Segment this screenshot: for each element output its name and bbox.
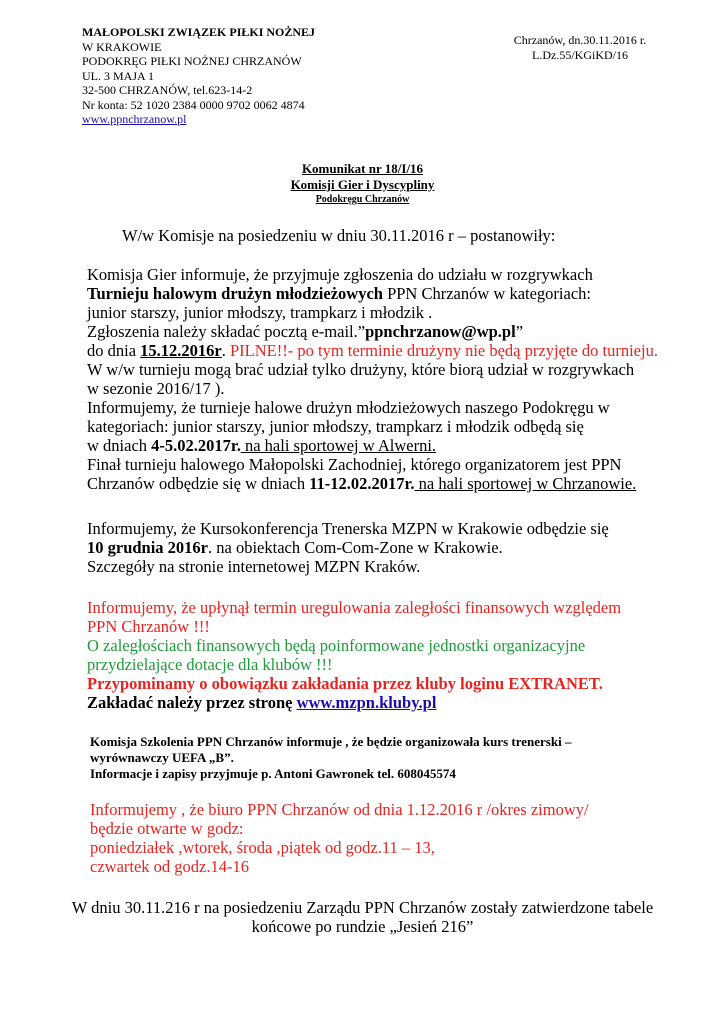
committee-name: Komisji Gier i Dyscypliny: [290, 177, 435, 192]
org-postal-phone: 32-500 CHRZANÓW, tel.623-14-2: [82, 83, 253, 97]
org-street: UL. 3 MAJA 1: [82, 68, 155, 83]
tournament-eligibility-2: w sezonie 2016/17 ).: [87, 379, 225, 398]
header-date-block: [495, 33, 665, 62]
deadline-warning: PILNE!!- po tym terminie drużyny nie będą przyjęte do turnieju.: [230, 341, 658, 360]
title-block: [0, 161, 725, 206]
header-org-block: [82, 25, 315, 127]
office-hours-paragraph: [90, 800, 589, 876]
deadline-date: 15.12.2016r: [140, 341, 222, 360]
finance-notice-1: O zaległościach finansowych będą poinformowane jednostki organizacyjne: [87, 636, 586, 655]
org-bank-account: Nr konta: 52 1020 2384 0000 9702 0062 4874: [82, 97, 305, 112]
closing-line-1: W dniu 30.11.216 r na posiedzeniu Zarządu PPN Chrzanów zostały zatwierdzone tabele: [71, 898, 654, 917]
training-paragraph: [90, 734, 571, 782]
mzpn-link[interactable]: www.mzpn.kluby.pl: [296, 693, 437, 712]
tournaments-info-1: Informujemy, że turnieje halowe drużyn młodzieżowych naszego Podokręgu w: [87, 398, 610, 417]
org-website-link[interactable]: www.ppnchrzanow.pl: [82, 112, 187, 126]
finance-warning-2: PPN Chrzanów !!!: [87, 617, 210, 636]
tournament-eligibility-1: W w/w turnieju mogą brać udział tylko drużyny, które biorą udział w rozgrywkach: [87, 360, 635, 379]
conference-line-3: Szczegóły na stronie internetowej MZPN Kraków.: [87, 557, 421, 576]
org-name: MAŁOPOLSKI ZWIĄZEK PIŁKI NOŻNEJ: [82, 25, 316, 39]
closing-paragraph: [0, 898, 725, 936]
tournament-email-line: Zgłoszenia należy składać pocztą e-mail.”ppnchrzanow@wp.pl”: [87, 322, 524, 341]
office-hours-line-1: Informujemy , że biuro PPN Chrzanów od dnia 1.12.2016 r /okres zimowy/: [90, 800, 589, 819]
finance-notice-2: przydzielające dotacje dla klubów !!!: [87, 655, 333, 674]
conference-line-2: 10 grudnia 2016r. na obiektach Com-Com-Zone w Krakowie.: [87, 538, 503, 557]
communique-number: Komunikat nr 18/I/16: [301, 161, 424, 176]
closing-line-2: końcowe po rundzie „Jesień 216”: [251, 917, 474, 936]
office-hours-line-2: będzie otwarte w godz:: [90, 819, 244, 838]
tournament-deadline-line: do dnia 15.12.2016r. PILNE!!- po tym terminie drużyny nie będą przyjęte do turnieju.: [87, 341, 658, 360]
office-hours-line-3: poniedziałek ,wtorek, środa ,piątek od godz.11 – 13,: [90, 838, 435, 857]
tournaments-info-2: kategoriach: junior starszy, junior młodszy, trampkarz i młodzik odbędą się: [87, 417, 584, 436]
tournaments-dates-alwernia: w dniach 4-5.02.2017r. na hali sportowej w Alwerni.: [87, 436, 437, 455]
extranet-reminder: Przypominamy o obowiązku zakładania przez kluby loginu EXTRANET.: [87, 674, 603, 693]
training-line-2: wyrównawczy UEFA „B”.: [90, 750, 234, 765]
conference-line-1: Informujemy, że Kursokonferencja Trenerska MZPN w Krakowie odbędzie się: [87, 519, 609, 538]
tournament-email: ppnchrzanow@wp.pl: [365, 322, 516, 341]
conference-paragraph: [87, 519, 609, 576]
final-info-1: Finał turnieju halowego Małopolski Zachodniej, którego organizatorem jest PPN: [87, 455, 622, 474]
office-hours-line-4: czwartek od godz.14-16: [90, 857, 249, 876]
document-reference: L.Dz.55/KGiKD/16: [532, 47, 628, 62]
training-line-3: Informacje i zapisy przyjmuje p. Antoni Gawronek tel. 608045574: [90, 766, 456, 781]
org-subdistrict: PODOKRĘG PIŁKI NOŻNEJ CHRZANÓW: [82, 54, 302, 68]
extranet-link-line: Zakładać należy przez stronę www.mzpn.kluby.pl: [87, 693, 437, 712]
finance-warning-1: Informujemy, że upłynął termin uregulowania zaległości finansowych względem: [87, 598, 622, 617]
tournament-line-2: Turnieju halowym drużyn młodzieżowych PPN Chrzanów w kategoriach:: [87, 284, 591, 303]
intro-line: W/w Komisje na posiedzeniu w dniu 30.11.2016 r – postanowiły:: [122, 226, 556, 245]
document-date: Chrzanów, dn.30.11.2016 r.: [513, 33, 647, 47]
finance-paragraph: [87, 598, 621, 712]
org-city: W KRAKOWIE: [82, 39, 162, 54]
tournament-line-1: Komisja Gier informuje, że przyjmuje zgłoszenia do udziału w rozgrywkach: [87, 265, 593, 284]
tournament-paragraph: [87, 265, 658, 493]
tournament-categories: junior starszy, junior młodszy, trampkarz i młodzik .: [87, 303, 433, 322]
training-line-1: Komisja Szkolenia PPN Chrzanów informuje , że będzie organizowała kurs trenerski –: [90, 734, 572, 749]
subdistrict-name: Podokręgu Chrzanów: [315, 194, 410, 205]
final-info-2: Chrzanów odbędzie się w dniach 11-12.02.2017r. na hali sportowej w Chrzanowie.: [87, 474, 637, 493]
